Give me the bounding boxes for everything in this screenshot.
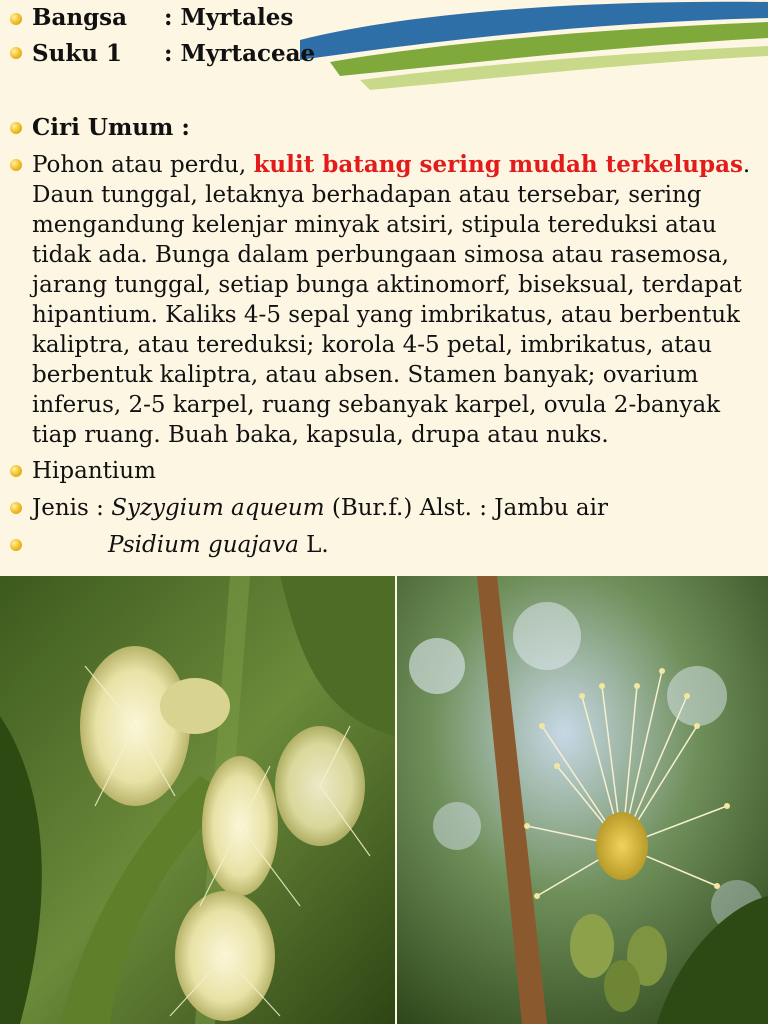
- description-line: tiap ruang. Buah baka, kapsula, drupa atau nuks.: [32, 422, 609, 448]
- bullet-icon: [10, 539, 22, 551]
- syzygium-flower-photo: [0, 576, 395, 1024]
- description-line: inferus, 2-5 karpel, ruang sebanyak karpel, ovula 2-banyak: [32, 392, 721, 418]
- description-line: berbentuk kaliptra, atau absen. Stamen banyak; ovarium: [32, 362, 699, 388]
- description-line: kaliptra, atau tereduksi; korola 4-5 petal, imbrikatus, atau: [32, 332, 713, 358]
- species-psidium: Psidium guajava: [108, 532, 299, 558]
- species-syzygium: Syzygium aqueum: [111, 495, 325, 521]
- bullet-icon: [10, 47, 22, 59]
- hipantium-item: Hipantium: [32, 458, 156, 484]
- bullet-icon: [10, 159, 22, 171]
- jenis-item: [32, 493, 608, 523]
- bullet-icon: [10, 122, 22, 134]
- psidium-item: [108, 530, 329, 560]
- bullet-icon: [10, 502, 22, 514]
- suku-row: [32, 40, 316, 68]
- species-psidium-author: L.: [298, 532, 329, 558]
- psidium-flower-photo: [397, 576, 768, 1024]
- suku-label: Suku 1: [32, 40, 123, 67]
- species-syzygium-author: (Bur.f.) Alst. : Jambu air: [324, 495, 608, 521]
- highlight-text: kulit batang sering mudah terkelupas: [253, 151, 743, 178]
- bangsa-label: Bangsa: [32, 4, 127, 31]
- description-line: tidak ada. Bunga dalam perbungaan simosa atau rasemosa,: [32, 242, 729, 268]
- description-line: mengandung kelenjar minyak atsiri, stipula tereduksi atau: [32, 212, 717, 238]
- description-first-line: [32, 150, 760, 180]
- bullet-icon: [10, 13, 22, 25]
- description-line: hipantium. Kaliks 4-5 sepal yang imbrikatus, atau berbentuk: [32, 302, 740, 328]
- ciri-umum-heading: Ciri Umum :: [32, 114, 190, 141]
- description-line: jarang tunggal, setiap bunga aktinomorf, biseksual, terdapat: [32, 272, 742, 298]
- bangsa-row: [32, 4, 294, 32]
- bullet-icon: [10, 465, 22, 477]
- description-lead: Pohon atau perdu,: [32, 152, 254, 178]
- suku-value: : Myrtaceae: [164, 40, 316, 67]
- description-period: .: [742, 152, 751, 178]
- jenis-prefix: Jenis :: [32, 495, 112, 521]
- description-paragraph: [32, 150, 760, 450]
- description-line: Daun tunggal, letaknya berhadapan atau tersebar, sering: [32, 182, 702, 208]
- bangsa-value: : Myrtales: [164, 4, 294, 31]
